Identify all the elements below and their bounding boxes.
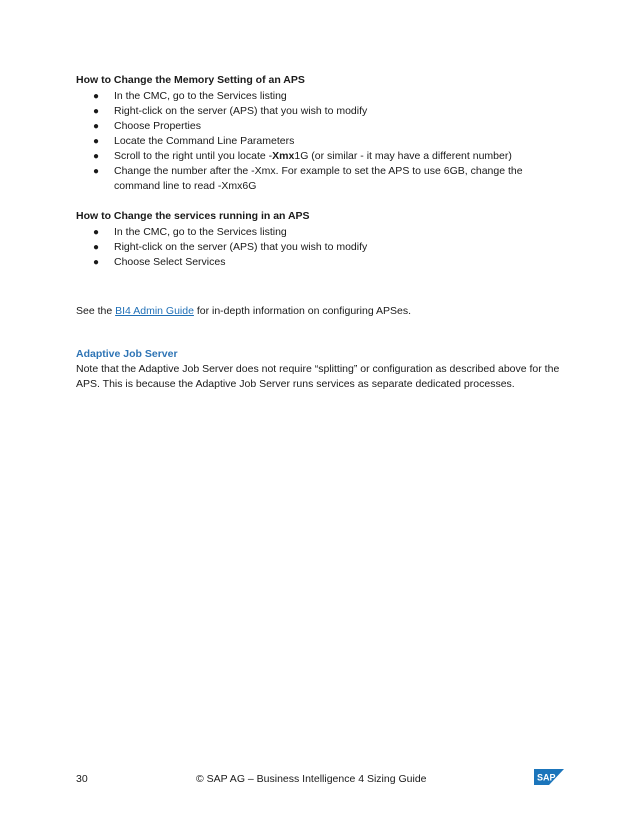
services-steps [76,225,554,270]
bullet-icon: ● [93,121,100,132]
bullet-icon: ● [93,151,100,162]
list-item: ● In the CMC, go to the Services listing [93,226,287,238]
bullet-icon: ● [93,257,100,268]
list-item: ● Right-click on the server (APS) that you wish to modify [93,241,368,253]
sap-logo-icon [534,769,564,785]
adaptive-job-server-heading: Adaptive Job Server [76,348,178,360]
adaptive-job-server-paragraph: Note that the Adaptive Job Server does not require “splitting” or configuration as described above for the APS. This is because the Adaptive Job Server runs services as separate dedicated processes. [76,363,560,390]
list-item: ● Choose Properties [93,120,201,132]
see-also-paragraph: See the BI4 Admin Guide for in-depth information on configuring APSes. [76,305,412,317]
bullet-icon: ● [93,242,100,253]
list-item: ● Right-click on the server (APS) that you wish to modify [93,105,368,117]
bullet-icon: ● [93,91,100,102]
list-item: ● Choose Select Services [93,256,226,268]
bullet-icon: ● [93,166,100,177]
memory-setting-steps [76,89,554,194]
list-item: ● Scroll to the right until you locate -Xmx1G (or similar - it may have a different number) [93,150,512,162]
bullet-icon: ● [93,227,100,238]
sap-logo-text: SAP [537,772,556,783]
footer-text: © SAP AG – Business Intelligence 4 Sizing Guide [196,773,427,785]
services-heading: How to Change the services running in an APS [76,210,310,222]
bullet-icon: ● [93,106,100,117]
list-item: ● Locate the Command Line Parameters [93,135,295,147]
list-item: ● Change the number after the -Xmx. For example to set the APS to use 6GB, change the command line to read -Xmx6G [93,165,523,192]
memory-setting-heading: How to Change the Memory Setting of an APS [76,74,305,86]
list-item: ● In the CMC, go to the Services listing [93,90,287,102]
page-number: 30 [76,773,88,785]
bullet-icon: ● [93,136,100,147]
admin-guide-link[interactable]: BI4 Admin Guide [115,305,194,317]
